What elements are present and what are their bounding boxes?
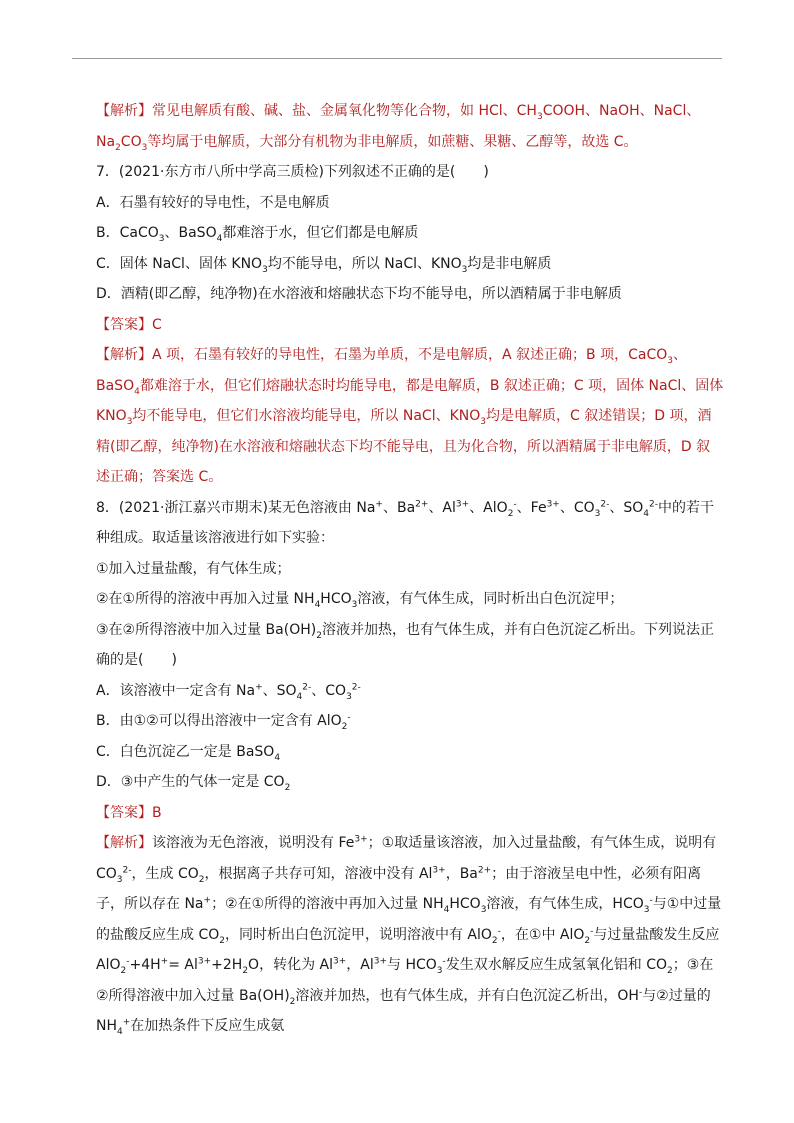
subscript: 2 xyxy=(341,721,348,732)
subscript: 2 xyxy=(667,965,673,976)
text-run: 与过量盐酸发生反应 AlO xyxy=(96,926,720,973)
subscript: 3 xyxy=(141,142,148,153)
subscript: 3 xyxy=(480,904,487,915)
text-run: +2H xyxy=(211,957,243,973)
q8-option-d xyxy=(72,767,724,798)
text-run: ，生成 CO xyxy=(131,865,199,882)
superscript: + xyxy=(375,498,383,509)
subscript: 3 xyxy=(346,691,352,702)
text-run: 中的若干种组成。取适量该溶液进行如下实验： xyxy=(96,499,714,546)
text-run: 发生双水解反应生成氢氧化铝和 CO xyxy=(445,957,668,973)
superscript: 3+ xyxy=(354,834,368,845)
q8-answer xyxy=(72,798,724,829)
superscript: 2+ xyxy=(477,864,492,875)
subscript: 2 xyxy=(584,935,591,946)
text-run: ，根据离子共存可知，溶液中没有 Al xyxy=(204,865,433,882)
text-run: ②在①所得的溶液中再加入过量 NH xyxy=(96,591,315,607)
answer-value: C xyxy=(152,316,162,333)
subscript: 4 xyxy=(443,904,450,915)
subscript: 4 xyxy=(134,386,140,397)
superscript: + xyxy=(255,681,263,692)
subscript: 3 xyxy=(436,965,443,976)
subscript: 3 xyxy=(536,111,543,122)
superscript: + xyxy=(203,895,212,906)
text-run: B．CaCO xyxy=(96,225,159,241)
text-run: HCO xyxy=(449,896,481,912)
superscript: 3+ xyxy=(332,956,347,967)
superscript: + xyxy=(122,1017,131,1028)
q7-option-d: D．酒精(即乙醇，纯净物)在水溶液和熔融状态下均不能导电，所以酒精属于非电解质 xyxy=(96,286,622,302)
subscript: 3 xyxy=(594,508,601,519)
text-run: 、BaSO xyxy=(164,225,217,241)
text-run: 、SO xyxy=(609,499,644,516)
subscript: 3 xyxy=(262,264,268,275)
superscript: 2- xyxy=(649,498,658,509)
text-run: ，同时析出白色沉淀甲，说明溶液中有 AlO xyxy=(224,926,492,943)
text-run: 均是非电解质 xyxy=(467,255,552,272)
subscript: 3 xyxy=(643,904,650,915)
text-run: ；①取适量该溶液，加入过量盐酸，有气体生成，说明有 CO xyxy=(96,835,717,882)
text-run: C．白色沉淀乙一定是 BaSO xyxy=(96,743,275,760)
text-run: ，Ba xyxy=(445,865,478,882)
text-run: 、Fe xyxy=(516,499,547,516)
answer-tag: 【答案】 xyxy=(96,316,152,333)
analysis-tag: 【解析】 xyxy=(96,103,152,119)
superscript: 2- xyxy=(351,681,361,692)
superscript: 2- xyxy=(122,864,132,875)
superscript: 2+ xyxy=(415,498,429,509)
text-run: 溶液，有气体生成，同时析出白色沉淀甲； xyxy=(357,591,624,607)
text-run: D．③中产生的气体一定是 CO xyxy=(96,774,285,790)
text-run: 溶液，有气体生成，HCO xyxy=(486,896,644,912)
text-run: ③在②所得溶液中加入过量 Ba(OH) xyxy=(96,621,317,638)
text-run: 都难溶于水，但它们都是电解质 xyxy=(222,225,419,241)
text-run: B．由①②可以得出溶液中一定含有 AlO xyxy=(96,713,342,729)
q8-option-c xyxy=(72,737,724,768)
subscript: 2 xyxy=(242,965,249,976)
text-run: 等均属于电解质，大部分有机物为非电解质，如蔗糖、果糖、乙醇等，故选 C。 xyxy=(147,133,638,150)
superscript: 3+ xyxy=(197,956,212,967)
text-run: 与②过量的 NH xyxy=(96,987,711,1034)
superscript: - xyxy=(126,956,130,967)
subscript: 2 xyxy=(219,935,225,946)
superscript: 3+ xyxy=(455,498,470,509)
subscript: 3 xyxy=(480,416,486,427)
answer-tag: 【答案】 xyxy=(96,804,152,821)
subscript: 3 xyxy=(116,874,123,885)
q8-option-a xyxy=(72,676,724,707)
subscript: 2 xyxy=(491,935,498,946)
superscript: 3+ xyxy=(546,498,560,509)
text-run: 、BaSO xyxy=(96,347,687,394)
q7-analysis xyxy=(72,340,724,493)
subscript: 2 xyxy=(120,965,127,976)
text-run: 、CO xyxy=(559,499,595,516)
text-run: 、Ba xyxy=(382,499,416,516)
text-run: +4H xyxy=(129,957,161,973)
superscript: 3+ xyxy=(373,956,388,967)
text-run: 均不能导电，所以 NaCl、KNO xyxy=(267,255,462,272)
subscript: 3 xyxy=(158,233,165,244)
q8-option-b xyxy=(72,706,724,737)
superscript: - xyxy=(513,498,517,509)
superscript: - xyxy=(497,925,501,936)
text-run: 溶液并加热，也有气体生成，并有白色沉淀乙析出。下列说法正确的是( ) xyxy=(96,621,714,668)
document-body xyxy=(72,96,724,1042)
q7-stem: 7．(2021·东方市八所中学高三质检)下列叙述不正确的是( ) xyxy=(96,164,489,180)
text-run: = Al xyxy=(168,957,198,973)
text-run: 、CO xyxy=(311,682,347,699)
q8-analysis xyxy=(72,828,724,1042)
superscript: - xyxy=(638,986,643,997)
text-run: C．固体 NaCl、固体 KNO xyxy=(96,255,263,272)
text-run: ；由于溶液呈电中性，必须有阳离子，所以存在 Na xyxy=(96,865,702,912)
text-run: 、AlO xyxy=(469,499,508,516)
text-run: 都难溶于水，但它们熔融状态时均能导电，都是电解质，B 叙述正确；C 项，固体 NaCl、固体 KNO xyxy=(96,377,724,424)
text-run: 常见电解质有酸、碱、盐、金属氧化物等化合物，如 HCl、CH xyxy=(152,103,537,119)
subscript: 2 xyxy=(115,142,121,153)
text-run: ；②在①所得的溶液中再加入过量 NH xyxy=(211,896,444,912)
text-run: 、SO xyxy=(262,682,297,699)
q7-answer xyxy=(72,310,724,341)
q8-step-2 xyxy=(72,584,724,615)
q7-option-b xyxy=(72,218,724,249)
superscript: 2- xyxy=(600,498,610,509)
text-run: 8．(2021·浙江嘉兴市期末)某无色溶液由 Na xyxy=(96,499,376,516)
subscript: 2 xyxy=(316,630,322,641)
subscript: 3 xyxy=(461,264,468,275)
subscript: 2 xyxy=(507,508,514,519)
text-run: ，在①中 AlO xyxy=(500,926,585,943)
text-run: CO xyxy=(120,133,142,150)
superscript: - xyxy=(442,956,446,967)
text-run: HCO xyxy=(320,591,352,607)
header-rule xyxy=(72,58,722,59)
text-run: 均是电解质，C 叙述错误；D 项，酒精(即乙醇，纯净物)在水溶液和熔融状态下均不能导电，且为化合物，所以酒精属于非电解质，D 叙述正确；答案选 C。 xyxy=(96,408,712,485)
superscript: - xyxy=(347,712,351,723)
q7-option-c xyxy=(72,249,724,280)
text-run: ；③在②所得溶液中加入过量 Ba(OH) xyxy=(96,957,714,1004)
subscript: 4 xyxy=(117,1026,123,1037)
subscript: 4 xyxy=(216,233,223,244)
q8-step-1: ①加入过量盐酸，有气体生成； xyxy=(96,560,291,577)
subscript: 3 xyxy=(351,599,358,610)
analysis-tag: 【解析】 xyxy=(96,347,152,363)
intro-analysis xyxy=(72,96,724,157)
text-run: A．该溶液中一定含有 Na xyxy=(96,682,256,699)
text-run: COOH、NaOH、NaCl、Na xyxy=(96,103,701,150)
text-run: A 项，石墨有较好的导电性，石墨为单质，不是电解质，A 叙述正确；B 项，CaCO xyxy=(152,347,668,363)
text-run: ，Al xyxy=(346,957,374,973)
superscript: - xyxy=(649,895,653,906)
subscript: 4 xyxy=(296,691,303,702)
text-run: 在加热条件下反应生成氨 xyxy=(130,1018,285,1034)
subscript: 4 xyxy=(643,508,650,519)
answer-value: B xyxy=(152,804,162,821)
subscript: 2 xyxy=(289,996,296,1007)
analysis-tag: 【解析】 xyxy=(96,835,152,851)
subscript: 2 xyxy=(284,782,291,793)
q7-option-a: A．石墨有较好的导电性，不是电解质 xyxy=(96,194,330,211)
superscript: - xyxy=(590,925,594,936)
text-run: O，转化为 Al xyxy=(248,957,333,973)
text-run: 该溶液为无色溶液，说明没有 Fe xyxy=(152,835,355,851)
text-run: 、Al xyxy=(428,499,456,516)
subscript: 4 xyxy=(274,752,281,763)
subscript: 3 xyxy=(126,416,133,427)
superscript: 3+ xyxy=(432,864,446,875)
text-run: 与①中过量的盐酸反应生成 CO xyxy=(96,896,722,943)
superscript: 2- xyxy=(302,681,312,692)
text-run: 与 HCO xyxy=(387,957,437,973)
subscript: 4 xyxy=(314,599,321,610)
q8-step-3 xyxy=(72,615,724,676)
q8-stem xyxy=(72,493,724,554)
subscript: 3 xyxy=(667,355,673,366)
subscript: 2 xyxy=(198,874,205,885)
superscript: + xyxy=(160,956,169,967)
text-run: 溶液并加热，也有气体生成，并有白色沉淀乙析出，OH xyxy=(295,987,639,1004)
text-run: 均不能导电，但它们水溶液均能导电，所以 NaCl、KNO xyxy=(132,408,481,424)
